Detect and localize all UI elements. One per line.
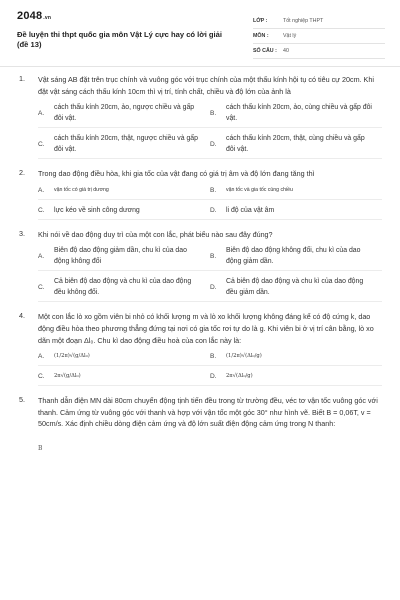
option-b[interactable]: B. (1/2π)√(Δl₀/g) [210, 351, 382, 366]
option-d[interactable]: D. cách thấu kính 20cm, thật, cùng chiều và gấp đôi vật. [210, 133, 382, 159]
page-header [0, 0, 400, 66]
question [0, 229, 400, 303]
question-number: 4. [19, 311, 25, 321]
question-number: 3. [19, 228, 25, 238]
meta-value: Vật lý [283, 33, 297, 39]
exam-meta [253, 14, 385, 59]
question [0, 74, 400, 159]
option-d[interactable]: D. Cả biên độ dao động và chu kì của dao động đều giảm dần. [210, 276, 382, 302]
meta-value: 40 [283, 48, 289, 54]
question-text: Vật sáng AB đặt trên trục chính và vuông góc với trục chính của một thấu kính hội tụ có tiêu cự 20cm. Khi đặt vật sáng cách thấu kính 10cm thì vị trí, tính chất, chiều và độ lớn của ảnh là [38, 75, 374, 96]
option-a[interactable]: A. (1/2π)√(g/Δl₀) [38, 351, 210, 366]
exam-title: Đề luyện thi thpt quốc gia môn Vật Lý cực hay có lời giải (đề 13) [17, 30, 222, 49]
option-c[interactable]: C. 2π√(g/Δl₀) [38, 371, 210, 386]
answer-options [38, 351, 382, 386]
option-c[interactable]: C. lực kéo về sinh công dương [38, 205, 210, 220]
meta-label: LỚP : [253, 18, 268, 24]
question-text: Thanh dẫn điện MN dài 80cm chuyển động tịnh tiến đều trong từ trường đều, véc tơ vận tốc vuông góc với thanh. Cảm ứng từ vuông góc với thanh và hợp với vận tốc một góc 30° như hình vẽ. Biết B = 0,06T, v = 50cm/s. Xác định chiều dòng điện cảm ứng và độ lớn suất điện động cảm ứng trong N thanh: [38, 396, 378, 429]
question-figure [0, 439, 400, 463]
answer-options [38, 185, 382, 220]
question-number: 5. [19, 395, 25, 405]
question-text: Trong dao động điều hòa, khi gia tốc của vật đang có giá trị âm và độ lớn đang tăng thì [38, 169, 315, 179]
option-b[interactable]: B. Biên độ dao động không đổi, chu kì của dao động giảm dần. [210, 245, 382, 271]
question [0, 395, 400, 430]
answer-options [38, 245, 382, 302]
meta-row-subject [253, 29, 385, 44]
site-logo[interactable]: 2048.vn [17, 10, 52, 22]
option-a[interactable]: A. vận tốc có giá trị dương [38, 185, 210, 200]
meta-value: Tốt nghiệp THPT [283, 18, 324, 24]
option-b[interactable]: B. vận tốc và gia tốc cùng chiều [210, 185, 382, 200]
question [0, 168, 400, 220]
meta-label: MÔN : [253, 33, 269, 39]
meta-row-count [253, 44, 385, 59]
option-d[interactable]: D. li độ của vật âm [210, 205, 382, 220]
option-d[interactable]: D. 2π√(Δl₀/g) [210, 371, 382, 386]
question [0, 311, 400, 386]
option-a[interactable]: A. cách thấu kính 20cm, ảo, ngược chiều và gấp đôi vật. [38, 102, 210, 128]
figure-label: B [38, 444, 43, 452]
option-a[interactable]: A. Biên độ dao động giảm dần, chu kì của dao động không đổi [38, 245, 210, 271]
question-list [0, 74, 400, 463]
question-text: Một con lắc lò xo gồm viên bi nhỏ có khối lượng m và lò xo khối lượng không đáng kể có độ cứng k, dao động điều hòa theo phương thẳng đứng tại nơi có gia tốc rơi tự do là g. Khi viên bi ở vị trí cân bằng, lò xo dãn một đoạn Δl₀. Chu kì dao động điều hoà của con lắc này là: [38, 312, 374, 345]
meta-label: SỐ CÂU : [253, 48, 277, 54]
option-b[interactable]: B. cách thấu kính 20cm, ảo, cùng chiều và gấp đôi vật. [210, 102, 382, 128]
question-number: 1. [19, 74, 25, 83]
option-c[interactable]: C. cách thấu kính 20cm, thật, ngược chiều và gấp đôi vật. [38, 133, 210, 159]
meta-row-class [253, 14, 385, 29]
header-divider [0, 66, 400, 67]
question-text: Khi nói về dao động duy trì của một con lắc, phát biểu nào sau đây đúng? [38, 229, 273, 239]
answer-options [38, 102, 382, 159]
option-c[interactable]: C. Cả biên độ dao động và chu kì của dao động đều không đổi. [38, 276, 210, 302]
question-number: 2. [19, 168, 25, 178]
